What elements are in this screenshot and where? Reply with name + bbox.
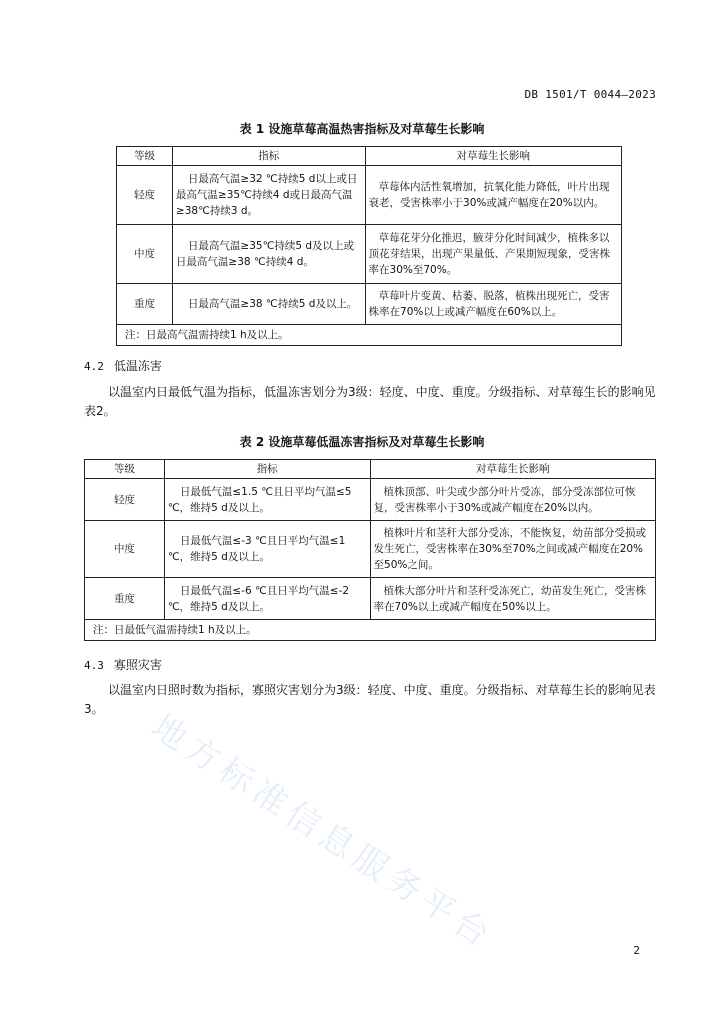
table-row [85,479,656,521]
level-cell: 重度 [117,284,173,325]
level-cell: 中度 [85,521,165,578]
column-header-effect: 对草莓生长影响 [365,147,621,166]
section-paragraph: 以温室内日最低气温为指标，低温冻害划分为3级：轻度、中度、重度。分级指标、对草莓生长的影响见表2。 [84,385,656,418]
column-header-level: 等级 [85,460,165,479]
table1-caption: 表 1 设施草莓高温热害指标及对草莓生长影响 [239,122,485,136]
section-heading-4-3 [84,656,162,673]
indicator-cell: 日最高气温≥38 ℃持续5 d及以上。 [172,284,365,325]
effect-cell: 植株叶片和茎秆大部分受冻，不能恢复，幼苗部分受损或发生死亡，受害株率在30%至70%之间或减产幅度在20%至50%之间。 [370,521,655,578]
effect-cell: 草莓花芽分化推迟，腋芽分化时间减少，植株多以顶花芽结果，出现产果量低、产果期短现象，受害株率在30%至70%。 [365,225,621,284]
column-header-effect: 对草莓生长影响 [370,460,655,479]
table-row [85,578,656,620]
section-number: 4.3 [84,659,104,672]
effect-cell: 植株顶部、叶尖或少部分叶片受冻，部分受冻部位可恢复，受害株率小于30%或减产幅度在20%以内。 [370,479,655,521]
table-note: 注：日最高气温需持续1 h及以上。 [117,325,622,346]
indicator-cell: 日最高气温≥35℃持续5 d及以上或日最高气温≥38 ℃持续4 d。 [172,225,365,284]
column-header-indicator: 指标 [164,460,370,479]
column-header-level: 等级 [117,147,173,166]
table-row [117,284,622,325]
effect-cell: 草莓叶片变黄、枯萎、脱落，植株出现死亡，受害株率在70%以上或减产幅度在60%以上。 [365,284,621,325]
section-heading-4-2 [84,357,162,374]
effect-cell: 植株大部分叶片和茎秆受冻死亡，幼苗发生死亡，受害株率在70%以上或减产幅度在50%以上。 [370,578,655,620]
column-header-indicator: 指标 [172,147,365,166]
table-note: 注：日最低气温需持续1 h及以上。 [85,620,656,641]
table-note-row [85,620,656,641]
table-header-row [85,460,656,479]
section-title: 低温冻害 [113,359,162,373]
table-row [85,521,656,578]
table2 [84,459,656,641]
level-cell: 重度 [85,578,165,620]
indicator-cell: 日最低气温≤-3 ℃且日平均气温≤1 ℃，维持5 d及以上。 [164,521,370,578]
indicator-cell: 日最高气温≥32 ℃持续5 d以上或日最高气温≥35℃持续4 d或日最高气温≥38℃持续3 d。 [172,166,365,225]
section-paragraph: 以温室内日照时数为指标，寡照灾害划分为3级：轻度、中度、重度。分级指标、对草莓生长的影响见表3。 [84,683,656,716]
table1 [116,146,622,346]
indicator-cell: 日最低气温≤-6 ℃且日平均气温≤-2 ℃，维持5 d及以上。 [164,578,370,620]
level-cell: 中度 [117,225,173,284]
page-number: 2 [633,944,640,957]
effect-cell: 草莓体内活性氧增加，抗氧化能力降低，叶片出现衰老，受害株率小于30%或减产幅度在20%以内。 [365,166,621,225]
table-row [117,225,622,284]
table-note-row [117,325,622,346]
watermark: 地方标准信息服务平台 [143,706,502,959]
section-title: 寡照灾害 [113,658,162,672]
table2-caption: 表 2 设施草莓低温冻害指标及对草莓生长影响 [239,435,485,449]
section-number: 4.2 [84,360,104,373]
level-cell: 轻度 [117,166,173,225]
document-code: DB 1501/T 0044—2023 [524,88,656,101]
table-header-row [117,147,622,166]
indicator-cell: 日最低气温≤1.5 ℃且日平均气温≤5 ℃，维持5 d及以上。 [164,479,370,521]
table-row [117,166,622,225]
level-cell: 轻度 [85,479,165,521]
